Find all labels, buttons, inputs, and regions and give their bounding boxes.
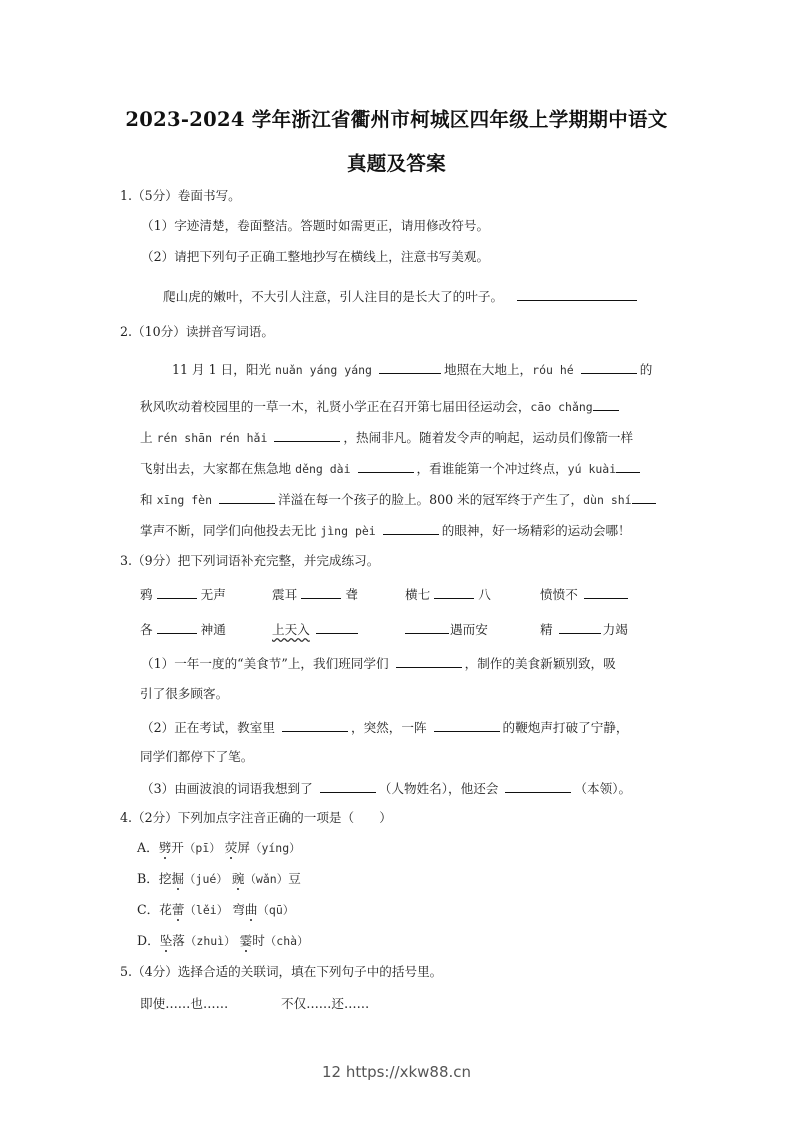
idiom-post: 八	[478, 587, 491, 602]
dotted-char: 掘	[171, 871, 185, 886]
pinyin: nuǎn yáng yáng	[275, 363, 372, 377]
idiom-blank[interactable]	[405, 620, 449, 634]
answer-blank[interactable]	[219, 490, 275, 504]
q1-answer-line[interactable]	[517, 287, 637, 301]
q3-sub1-cont: 引了很多顾客。	[140, 686, 229, 701]
answer-blank[interactable]	[274, 428, 340, 442]
q3-heading: 3.（9分）把下列词语补充完整，并完成练习。	[120, 553, 380, 568]
q4-option-b[interactable]	[137, 871, 301, 887]
idiom-blank[interactable]	[559, 620, 601, 634]
idiom-pre: 愤愤不	[540, 587, 578, 602]
text: 秋风吹动着校园里的一草一木，礼贤小学正在召开第七届田径运动会，	[140, 399, 531, 414]
text: 开	[171, 840, 184, 855]
dotted-char: 劈	[158, 840, 172, 855]
text: （2）正在考试，教室里	[141, 720, 279, 735]
idiom-blank[interactable]	[157, 620, 197, 634]
q3-idiom-8	[540, 620, 628, 638]
pinyin: （jué）	[184, 872, 228, 886]
pinyin: děng dài	[295, 462, 351, 476]
text: （1）一年一度的“美食节”上，我们班同学们	[141, 656, 393, 671]
pinyin: （zhuì）	[184, 934, 236, 948]
answer-blank[interactable]	[379, 360, 441, 374]
idiom-post: 无声	[200, 587, 226, 602]
answer-blank[interactable]	[358, 459, 414, 473]
text: 地照在大地上，	[443, 362, 533, 377]
q2-line4	[140, 459, 640, 477]
text: 掌声不断，同学们向他投去无比	[140, 523, 321, 538]
text: ，热闹非凡。随着发令声的响起，运动员们像箭一样	[343, 430, 634, 445]
q3-sub1	[141, 654, 616, 672]
dotted-char: 坠	[159, 933, 173, 948]
text: 弯	[232, 902, 245, 917]
idiom-post: 遇而安	[450, 622, 488, 637]
text: 11 月 1 日，阳光	[172, 362, 276, 377]
q4-option-d[interactable]	[137, 933, 309, 949]
option-label: D．	[137, 933, 160, 948]
pinyin: cāo chǎng	[530, 400, 593, 414]
pinyin: （wǎn）	[244, 872, 289, 886]
text: 屏	[237, 840, 250, 855]
answer-blank[interactable]	[282, 718, 348, 732]
idiom-pre-wavy: 上天入	[272, 622, 310, 637]
text: （3）由画波浪的词语我想到了	[141, 781, 317, 796]
answer-blank[interactable]	[581, 360, 637, 374]
idiom-pre: 各	[140, 622, 153, 637]
page-footer: 12 https://xkw88.cn	[321, 1063, 472, 1081]
pinyin: xīng fèn	[156, 493, 212, 507]
text: 和	[140, 492, 157, 507]
answer-blank[interactable]	[632, 490, 656, 504]
dotted-char: 豌	[231, 871, 245, 886]
q3-sub2	[141, 718, 628, 736]
q5-heading: 5.（4分）选择合适的关联词，填在下列句子中的括号里。	[120, 964, 443, 979]
idiom-pre: 精	[540, 622, 553, 637]
q4-option-c[interactable]	[137, 902, 294, 918]
answer-blank[interactable]	[434, 718, 500, 732]
text: 的鞭炮声打破了宁静，	[502, 720, 629, 735]
q3-idiom-5	[140, 620, 226, 638]
text: 洋溢在每一个孩子的脸上。800 米的冠军终于产生了，	[278, 492, 584, 507]
q3-idiom-3	[405, 585, 491, 603]
q2-line2	[140, 397, 619, 415]
text: 上	[140, 430, 157, 445]
idiom-blank[interactable]	[157, 585, 197, 599]
idiom-pre: 鸦	[140, 587, 153, 602]
idiom-pre: 震耳	[272, 587, 298, 602]
text: ，制作的美食新颖别致，吸	[464, 656, 616, 671]
idiom-post: 力竭	[602, 622, 628, 637]
option-label: A．	[137, 840, 159, 855]
q1-copy-row	[163, 287, 640, 305]
q4-option-a[interactable]	[137, 840, 301, 856]
answer-blank[interactable]	[396, 654, 462, 668]
idiom-blank[interactable]	[584, 585, 628, 599]
q2-line6	[140, 521, 631, 539]
document-subtitle: 真题及答案	[346, 152, 446, 175]
text: ，看谁能第一个冲过终点，	[416, 461, 568, 476]
q3-idiom-4	[540, 585, 634, 603]
pinyin: （yíng）	[249, 841, 301, 855]
pinyin: rén shān rén hǎi	[156, 431, 268, 445]
q2-heading: 2.（10分）读拼音写词语。	[120, 324, 274, 339]
idiom-blank[interactable]	[301, 585, 341, 599]
document-title: 2023-2024 学年浙江省衢州市柯城区四年级上学期期中语文	[125, 108, 668, 131]
option-label: C．	[137, 902, 160, 917]
text: 豆	[288, 871, 301, 886]
q1-heading: 1.（5分）卷面书写。	[120, 188, 241, 203]
q1-item2: （2）请把下列句子正确工整地抄写在横线上，注意书写美观。	[141, 249, 490, 264]
text: （人物姓名），他还会	[378, 781, 503, 796]
answer-blank[interactable]	[383, 521, 439, 535]
answer-blank[interactable]	[505, 779, 571, 793]
dotted-char: 蕾	[171, 902, 185, 917]
q1-sentence: 爬山虎的嫩叶，不大引人注意，引人注目的是长大了的叶子。	[163, 289, 504, 304]
q5-option-1: 即使……也……	[140, 996, 229, 1011]
answer-blank[interactable]	[593, 397, 619, 411]
pinyin: （lěi）	[184, 903, 229, 917]
pinyin: （chà）	[264, 934, 309, 948]
text: 花	[159, 902, 172, 917]
q3-idiom-1	[140, 585, 226, 603]
text: ，突然，一阵	[350, 720, 431, 735]
text: （本领）。	[574, 781, 632, 796]
q3-sub2-cont: 同学们都停下了笔。	[140, 749, 254, 764]
pinyin: （qū）	[257, 903, 295, 917]
answer-blank[interactable]	[616, 459, 640, 473]
q4-heading: 4.（2分）下列加点字注音正确的一项是（ ）	[120, 810, 392, 825]
q1-item1: （1）字迹清楚，卷面整洁。答题时如需更正，请用修改符号。	[141, 218, 490, 233]
text: 挖	[158, 871, 172, 886]
idiom-blank[interactable]	[316, 620, 358, 634]
dotted-char: 曲	[244, 902, 258, 917]
idiom-blank[interactable]	[434, 585, 474, 599]
pinyin: （pī）	[183, 841, 221, 855]
pinyin: róu hé	[532, 363, 574, 377]
text: 时	[252, 933, 265, 948]
dotted-char: 荧	[224, 840, 238, 855]
pinyin: dùn shí	[583, 493, 632, 507]
q2-line5	[140, 490, 656, 508]
pinyin: jìng pèi	[320, 524, 376, 538]
text: 的眼神，好一场精彩的运动会哪！	[441, 523, 631, 538]
answer-blank[interactable]	[320, 779, 376, 793]
idiom-post: 聋	[345, 587, 358, 602]
q2-line1	[172, 360, 652, 378]
q3-sub3	[141, 779, 631, 797]
q5-option-2: 不仅……还……	[281, 996, 370, 1011]
q3-idiom-7	[405, 620, 488, 638]
text: 落	[172, 933, 185, 948]
option-label: B．	[137, 871, 159, 886]
idiom-post: 神通	[200, 622, 226, 637]
pinyin: yú kuài	[567, 462, 617, 476]
text: 飞射出去，大家都在焦急地	[140, 461, 296, 476]
idiom-pre: 横七	[405, 587, 431, 602]
text: 的	[639, 362, 653, 377]
q3-idiom-2	[272, 585, 358, 603]
q2-line3	[140, 428, 633, 446]
q3-idiom-6	[272, 620, 364, 638]
dotted-char: 霎	[239, 933, 253, 948]
